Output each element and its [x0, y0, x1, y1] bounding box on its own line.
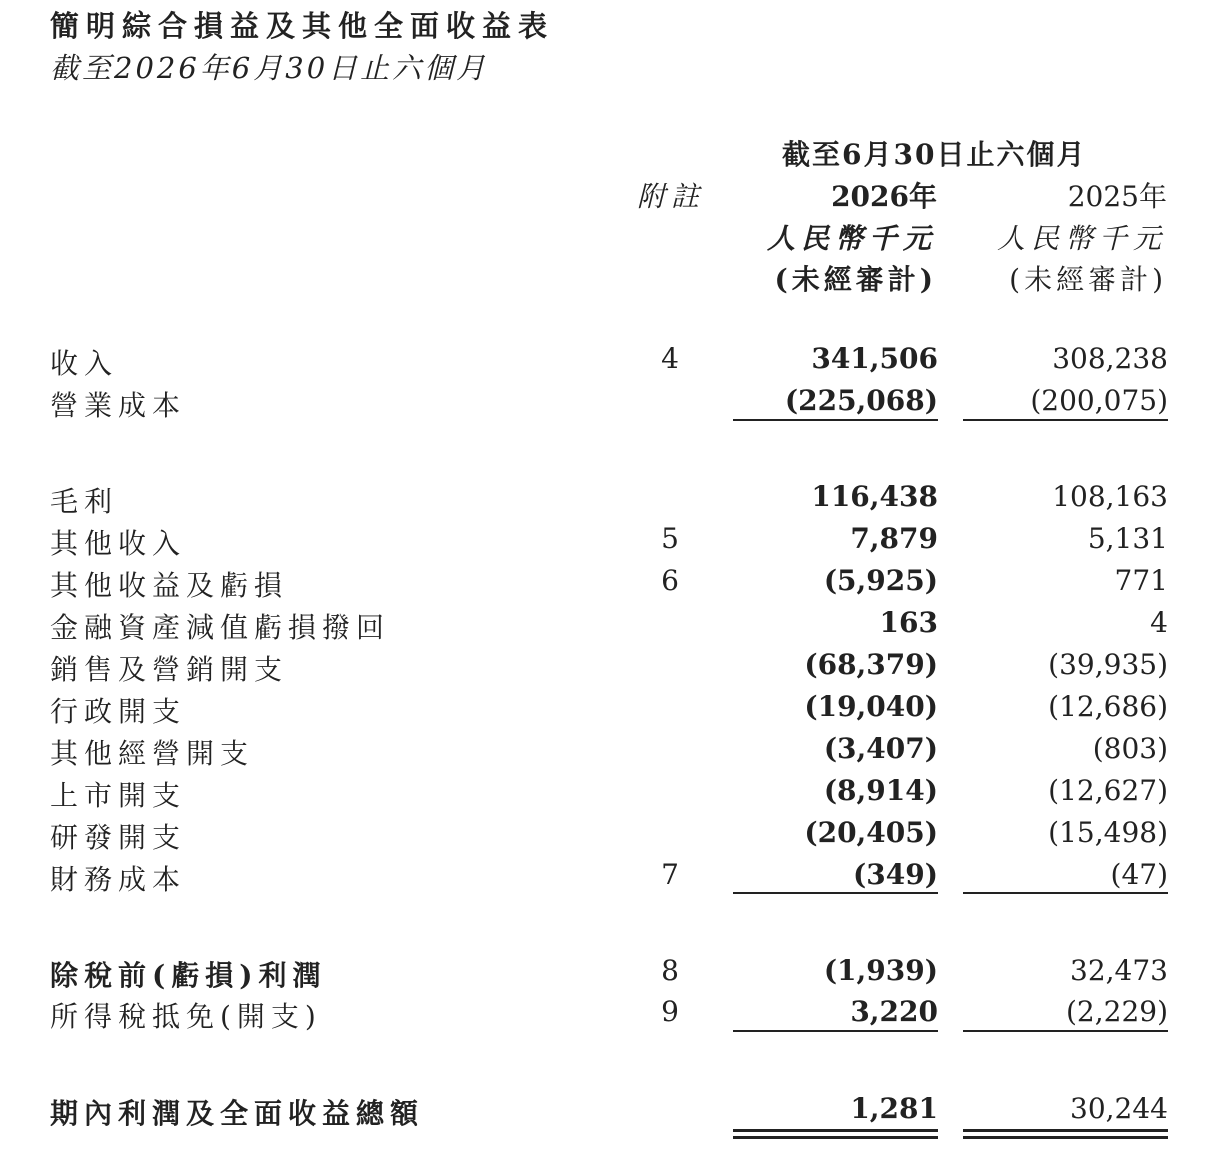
- statement-subtitle: 截至2026年6月30日止六個月: [50, 51, 489, 85]
- table-row: [0, 342, 1226, 382]
- table-row: [0, 564, 1226, 604]
- row-label: 期內利潤及全面收益總額: [50, 1097, 425, 1130]
- row-prior-value: (200,075): [1030, 384, 1168, 417]
- row-current-value: 163: [879, 606, 938, 639]
- row-label: 其他收入: [50, 527, 187, 560]
- current-audit-header: (未經審計): [774, 263, 937, 296]
- row-label: 財務成本: [50, 863, 187, 896]
- row-label: 毛利: [50, 485, 119, 518]
- row-prior-value: (39,935): [1048, 648, 1168, 681]
- table-row: [0, 690, 1226, 730]
- table-row: [0, 1092, 1226, 1132]
- row-current-value: (20,405): [804, 816, 938, 849]
- row-note: 8: [661, 954, 679, 987]
- row-current-value: 1,281: [850, 1092, 938, 1125]
- period-header: 截至6月30日止六個月: [782, 138, 1087, 171]
- row-label: 除稅前(虧損)利潤: [50, 959, 327, 992]
- row-prior-value: 30,244: [1070, 1092, 1168, 1125]
- subtotal-rule-prior: [963, 1030, 1168, 1032]
- total-double-rule-current-bottom: [733, 1136, 938, 1139]
- subtotal-rule-prior: [963, 892, 1168, 894]
- row-current-value: 3,220: [850, 995, 938, 1028]
- row-current-value: 116,438: [811, 480, 938, 513]
- subtotal-rule-current: [733, 1030, 938, 1032]
- total-double-rule-current-top: [733, 1129, 938, 1132]
- row-label: 其他經營開支: [50, 737, 255, 770]
- row-current-value: (225,068): [784, 384, 938, 417]
- table-row: [0, 384, 1226, 424]
- row-current-value: (1,939): [823, 954, 938, 987]
- prior-year-header: 2025年: [1067, 180, 1167, 213]
- table-row: [0, 606, 1226, 646]
- row-prior-value: 4: [1150, 606, 1168, 639]
- row-current-value: (5,925): [823, 564, 938, 597]
- current-currency-header: 人民幣千元: [766, 222, 937, 255]
- subtotal-rule-current: [733, 419, 938, 421]
- row-note: 6: [661, 564, 679, 597]
- total-double-rule-prior-bottom: [963, 1136, 1168, 1139]
- row-prior-value: 771: [1114, 564, 1168, 597]
- row-label: 收入: [50, 347, 119, 380]
- row-current-value: (8,914): [823, 774, 938, 807]
- row-prior-value: (47): [1110, 858, 1168, 891]
- table-row: [0, 648, 1226, 688]
- row-label: 上市開支: [50, 779, 187, 812]
- table-row: [0, 522, 1226, 562]
- prior-audit-header: (未經審計): [1009, 263, 1167, 296]
- row-label: 行政開支: [50, 695, 187, 728]
- row-label: 其他收益及虧損: [50, 569, 289, 602]
- row-current-value: (349): [853, 858, 938, 891]
- row-current-value: (19,040): [804, 690, 938, 723]
- row-current-value: (68,379): [804, 648, 938, 681]
- table-row: [0, 774, 1226, 814]
- row-prior-value: (803): [1092, 732, 1168, 765]
- note-column-header: 附註: [637, 180, 706, 213]
- current-year-header: 2026年: [831, 180, 937, 213]
- row-current-value: 7,879: [850, 522, 938, 555]
- row-prior-value: 32,473: [1070, 954, 1168, 987]
- row-note: 9: [661, 995, 679, 1028]
- row-current-value: (3,407): [823, 732, 938, 765]
- row-note: 7: [661, 858, 679, 891]
- row-label: 所得稅抵免(開支): [50, 1000, 322, 1033]
- statement-title: 簡明綜合損益及其他全面收益表: [50, 9, 555, 43]
- table-row: [0, 995, 1226, 1035]
- row-label: 研發開支: [50, 821, 187, 854]
- row-current-value: 341,506: [811, 342, 938, 375]
- subtotal-rule-prior: [963, 419, 1168, 421]
- row-label: 營業成本: [50, 389, 187, 422]
- total-double-rule-prior-top: [963, 1129, 1168, 1132]
- row-prior-value: 108,163: [1052, 480, 1168, 513]
- table-row: [0, 480, 1226, 520]
- row-prior-value: (12,627): [1048, 774, 1168, 807]
- prior-currency-header: 人民幣千元: [996, 222, 1167, 255]
- table-row: [0, 954, 1226, 994]
- row-prior-value: 308,238: [1052, 342, 1168, 375]
- table-row: [0, 732, 1226, 772]
- row-label: 金融資產減值虧損撥回: [50, 611, 391, 644]
- row-label: 銷售及營銷開支: [50, 653, 289, 686]
- row-note: 5: [661, 522, 679, 555]
- row-prior-value: (12,686): [1048, 690, 1168, 723]
- subtotal-rule-current: [733, 892, 938, 894]
- row-prior-value: (2,229): [1065, 995, 1168, 1028]
- table-row: [0, 816, 1226, 856]
- row-prior-value: (15,498): [1048, 816, 1168, 849]
- row-prior-value: 5,131: [1087, 522, 1168, 555]
- row-note: 4: [661, 342, 679, 375]
